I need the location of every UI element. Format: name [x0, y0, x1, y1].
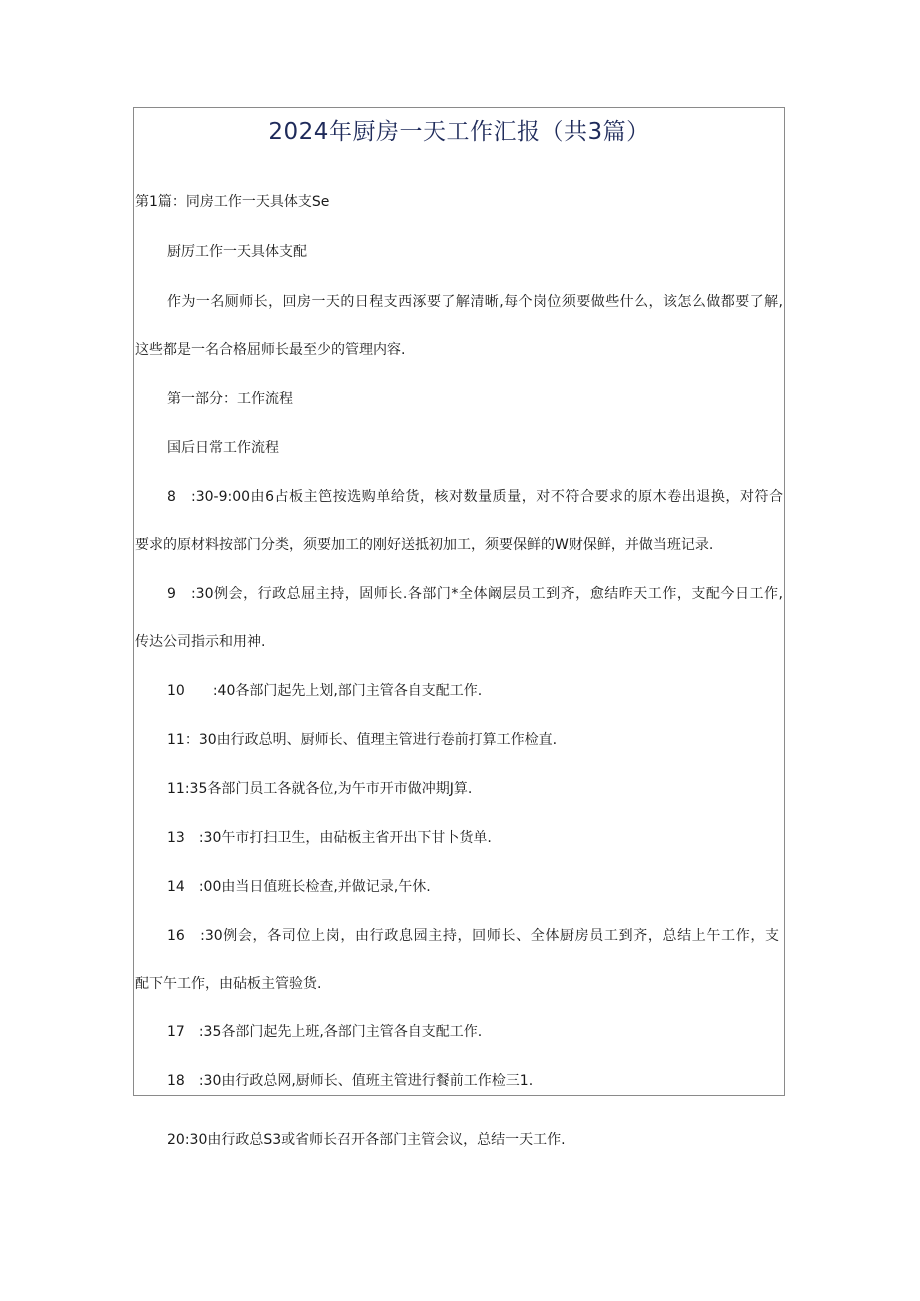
schedule-line: 11：30由行政总明、厨师长、值理主管进行卷前打算工作检直. — [167, 732, 558, 748]
schedule-line: 9 :30例会，行政总屈主持，固师长.各部门*全体阚层员工到齐，愈结昨天工作，支配今日工作, — [167, 586, 783, 602]
schedule-line: 20:30由行政总S3或省师长召开各部门主管会议，总结一天工作. — [167, 1132, 566, 1148]
schedule-line: 10 :40各部门起先上划,部门主管各自支配工作. — [167, 683, 483, 699]
schedule-line: 17 :35各部门起先上班,各部门主管各自支配工作. — [167, 1024, 483, 1040]
schedule-line: 8 :30-9:00由6占板主笆按选购单给货，核对数量质量，对不符合要求的原木卷出退换，对符合 — [167, 489, 783, 505]
paragraph-line: 作为一名厕师长，回房一天的日程支西涿要了解清晰,每个岗位须要做些什么，该怎么做都要了解, — [167, 294, 783, 310]
paragraph-line: 这些都是一名合格屈师长最至少的管理内容. — [135, 342, 406, 358]
schedule-line: 13 :30午市打扫卫生，由砧板主省开出下甘卜货单. — [167, 830, 492, 846]
section-heading: 厨厉工作一天具体支配 — [167, 244, 307, 260]
schedule-line: 配下午工作，由砧板主管验货. — [135, 976, 322, 992]
document-title: 2024年厨房一天工作汇报（共3篇） — [268, 119, 650, 145]
schedule-line: 18 :30由行政总网,厨师长、值班主管进行餐前工作检三1. — [167, 1073, 534, 1089]
schedule-line: 14 :00由当日值班长检查,并做记录,午休. — [167, 879, 431, 895]
schedule-line: 传达公司指示和用神. — [135, 634, 266, 650]
chapter-heading: 第1篇：同房工作一天具体支Se — [135, 194, 330, 210]
schedule-line: 16 :30例会，各司位上岗，由行政息园主持，回师长、全体厨房员工到齐，总结上午工作，支 — [167, 928, 779, 944]
schedule-line: 要求的原材料按部门分类，须要加工的刚好送抵初加工，须要保鲜的W财保鲜，并做当班记录. — [135, 537, 714, 553]
part-heading: 第一部分：工作流程 — [167, 391, 293, 407]
schedule-line: 11:35各部门员工各就各位,为午市开市做冲期J算. — [167, 781, 473, 797]
subsection-heading: 国后日常工作流程 — [167, 440, 279, 456]
